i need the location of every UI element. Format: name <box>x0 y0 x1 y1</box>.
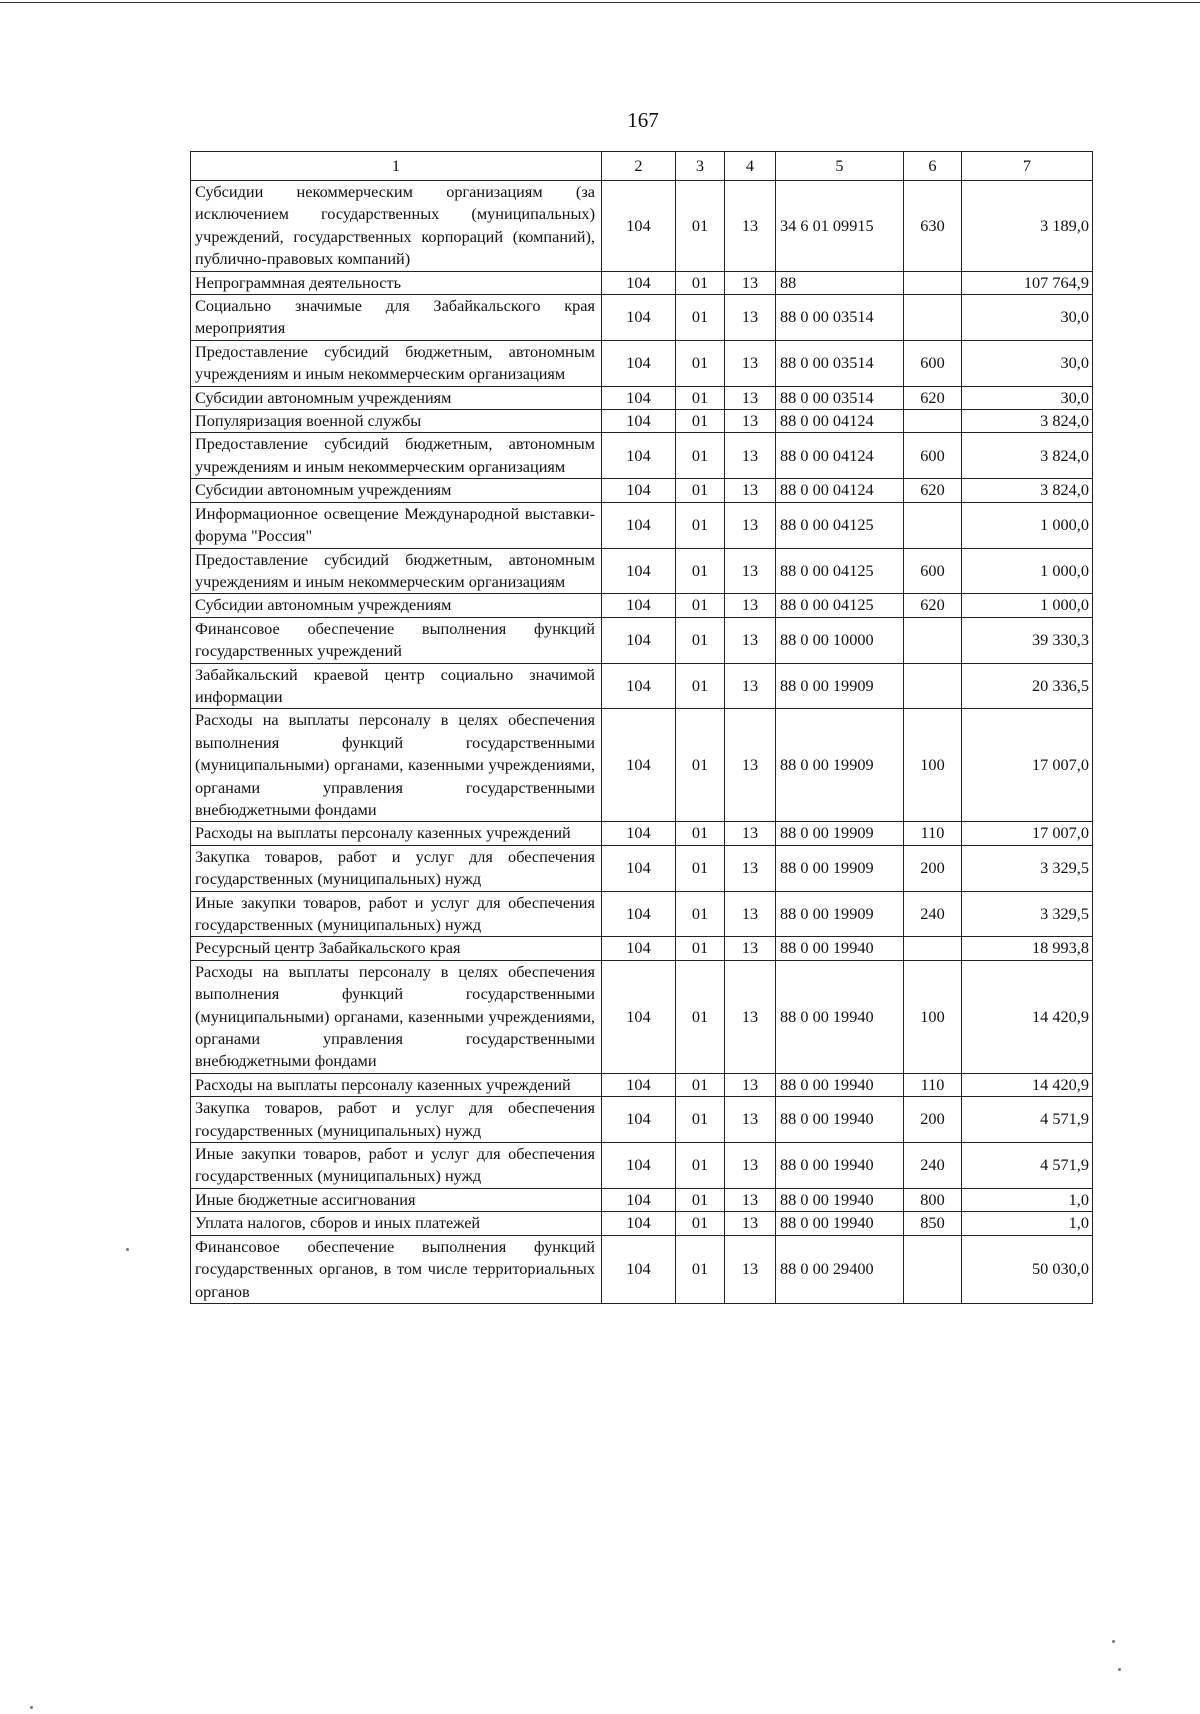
cell-vr: 110 <box>904 1073 962 1096</box>
cell-csr: 88 0 00 19940 <box>776 1073 904 1096</box>
table-row <box>191 433 1093 479</box>
page-number: 167 <box>627 108 659 132</box>
cell-name: Ресурсный центр Забайкальского края <box>191 937 602 960</box>
cell-pr: 13 <box>725 548 776 594</box>
cell-sum: 4 571,9 <box>962 1097 1093 1143</box>
cell-pr: 13 <box>725 709 776 822</box>
cell-gr: 104 <box>602 1073 676 1096</box>
cell-name: Субсидии автономным учреждениям <box>191 386 602 409</box>
cell-rz: 01 <box>676 594 725 617</box>
cell-rz: 01 <box>676 181 725 272</box>
cell-sum: 17 007,0 <box>962 709 1093 822</box>
table-row <box>191 594 1093 617</box>
cell-rz: 01 <box>676 1188 725 1211</box>
table-row <box>191 386 1093 409</box>
cell-pr: 13 <box>725 845 776 891</box>
cell-pr: 13 <box>725 1097 776 1143</box>
cell-csr: 88 0 00 10000 <box>776 617 904 663</box>
table-row <box>191 271 1093 294</box>
cell-gr: 104 <box>602 548 676 594</box>
cell-pr: 13 <box>725 1188 776 1211</box>
table-row <box>191 822 1093 845</box>
cell-name: Забайкальский краевой центр социально значимой информации <box>191 663 602 709</box>
cell-pr: 13 <box>725 1073 776 1096</box>
cell-vr: 200 <box>904 845 962 891</box>
cell-vr: 800 <box>904 1188 962 1211</box>
cell-name: Расходы на выплаты персоналу в целях обеспечения выполнения функций государственными (муниципальными) органами, казенными учреждениями, органами управления государственными внебюджетными фондами <box>191 960 602 1073</box>
cell-rz: 01 <box>676 1212 725 1235</box>
cell-rz: 01 <box>676 410 725 433</box>
scan-speck <box>1112 1640 1115 1643</box>
column-header: 1 <box>191 152 602 181</box>
cell-rz: 01 <box>676 891 725 937</box>
cell-vr <box>904 1235 962 1303</box>
cell-name: Информационное освещение Международной выставки-форума "Россия" <box>191 502 602 548</box>
cell-pr: 13 <box>725 340 776 386</box>
cell-name: Расходы на выплаты персоналу казенных учреждений <box>191 822 602 845</box>
cell-gr: 104 <box>602 709 676 822</box>
cell-rz: 01 <box>676 663 725 709</box>
table-row <box>191 410 1093 433</box>
cell-gr: 104 <box>602 181 676 272</box>
table-header-row <box>191 152 1093 181</box>
cell-csr: 88 0 00 04125 <box>776 594 904 617</box>
cell-sum: 50 030,0 <box>962 1235 1093 1303</box>
cell-name: Закупка товаров, работ и услуг для обеспечения государственных (муниципальных) нужд <box>191 1097 602 1143</box>
table-row <box>191 845 1093 891</box>
cell-vr: 630 <box>904 181 962 272</box>
cell-pr: 13 <box>725 663 776 709</box>
cell-vr <box>904 937 962 960</box>
cell-pr: 13 <box>725 891 776 937</box>
cell-name: Закупка товаров, работ и услуг для обеспечения государственных (муниципальных) нужд <box>191 845 602 891</box>
cell-csr: 88 0 00 19909 <box>776 845 904 891</box>
cell-vr: 600 <box>904 340 962 386</box>
cell-sum: 17 007,0 <box>962 822 1093 845</box>
table-row <box>191 1143 1093 1189</box>
cell-rz: 01 <box>676 617 725 663</box>
cell-gr: 104 <box>602 340 676 386</box>
cell-vr <box>904 617 962 663</box>
cell-pr: 13 <box>725 617 776 663</box>
cell-name: Финансовое обеспечение выполнения функций государственных органов, в том числе территориальных органов <box>191 1235 602 1303</box>
cell-sum: 3 329,5 <box>962 845 1093 891</box>
cell-pr: 13 <box>725 1235 776 1303</box>
cell-csr: 88 0 00 04125 <box>776 502 904 548</box>
column-header: 2 <box>602 152 676 181</box>
cell-csr: 88 0 00 19909 <box>776 822 904 845</box>
cell-vr: 600 <box>904 433 962 479</box>
cell-rz: 01 <box>676 845 725 891</box>
cell-name: Иные закупки товаров, работ и услуг для обеспечения государственных (муниципальных) нужд <box>191 1143 602 1189</box>
table-row <box>191 960 1093 1073</box>
cell-pr: 13 <box>725 433 776 479</box>
cell-name: Социально значимые для Забайкальского края мероприятия <box>191 295 602 341</box>
cell-rz: 01 <box>676 960 725 1073</box>
cell-csr: 88 0 00 29400 <box>776 1235 904 1303</box>
cell-vr: 200 <box>904 1097 962 1143</box>
cell-csr: 88 0 00 04125 <box>776 548 904 594</box>
cell-csr: 88 0 00 04124 <box>776 433 904 479</box>
cell-rz: 01 <box>676 479 725 502</box>
cell-rz: 01 <box>676 1235 725 1303</box>
cell-csr: 88 0 00 04124 <box>776 479 904 502</box>
cell-vr: 600 <box>904 548 962 594</box>
cell-name: Популяризация военной службы <box>191 410 602 433</box>
cell-gr: 104 <box>602 1212 676 1235</box>
scan-speck <box>126 1248 129 1251</box>
cell-gr: 104 <box>602 271 676 294</box>
cell-gr: 104 <box>602 1143 676 1189</box>
cell-vr: 240 <box>904 1143 962 1189</box>
scan-speck <box>1118 1668 1121 1671</box>
cell-sum: 18 993,8 <box>962 937 1093 960</box>
cell-csr: 88 0 00 19940 <box>776 960 904 1073</box>
cell-gr: 104 <box>602 502 676 548</box>
table-row <box>191 1097 1093 1143</box>
cell-gr: 104 <box>602 1097 676 1143</box>
cell-pr: 13 <box>725 181 776 272</box>
cell-pr: 13 <box>725 1143 776 1189</box>
cell-sum: 3 824,0 <box>962 410 1093 433</box>
cell-csr: 88 0 00 19909 <box>776 663 904 709</box>
cell-gr: 104 <box>602 891 676 937</box>
cell-sum: 1,0 <box>962 1188 1093 1211</box>
cell-csr: 88 0 00 19909 <box>776 891 904 937</box>
cell-rz: 01 <box>676 1097 725 1143</box>
cell-pr: 13 <box>725 502 776 548</box>
cell-name: Финансовое обеспечение выполнения функций государственных учреждений <box>191 617 602 663</box>
cell-name: Расходы на выплаты персоналу в целях обеспечения выполнения функций государственными (муниципальными) органами, казенными учреждениями, органами управления государственными внебюджетными фондами <box>191 709 602 822</box>
table-row <box>191 548 1093 594</box>
table-row <box>191 709 1093 822</box>
cell-sum: 20 336,5 <box>962 663 1093 709</box>
cell-gr: 104 <box>602 822 676 845</box>
cell-gr: 104 <box>602 410 676 433</box>
cell-name: Иные бюджетные ассигнования <box>191 1188 602 1211</box>
scan-speck <box>30 1706 33 1709</box>
cell-name: Расходы на выплаты персоналу казенных учреждений <box>191 1073 602 1096</box>
cell-csr: 88 0 00 19940 <box>776 1097 904 1143</box>
cell-pr: 13 <box>725 271 776 294</box>
cell-gr: 104 <box>602 594 676 617</box>
cell-pr: 13 <box>725 386 776 409</box>
column-header: 3 <box>676 152 725 181</box>
cell-pr: 13 <box>725 410 776 433</box>
cell-gr: 104 <box>602 386 676 409</box>
cell-csr: 34 6 01 09915 <box>776 181 904 272</box>
cell-csr: 88 0 00 03514 <box>776 386 904 409</box>
cell-pr: 13 <box>725 295 776 341</box>
cell-csr: 88 0 00 03514 <box>776 295 904 341</box>
column-header: 4 <box>725 152 776 181</box>
table-row <box>191 617 1093 663</box>
cell-vr: 620 <box>904 594 962 617</box>
cell-name: Непрограммная деятельность <box>191 271 602 294</box>
cell-rz: 01 <box>676 937 725 960</box>
cell-sum: 3 329,5 <box>962 891 1093 937</box>
cell-pr: 13 <box>725 594 776 617</box>
cell-rz: 01 <box>676 271 725 294</box>
cell-vr: 100 <box>904 709 962 822</box>
cell-pr: 13 <box>725 822 776 845</box>
cell-name: Субсидии автономным учреждениям <box>191 594 602 617</box>
cell-pr: 13 <box>725 1212 776 1235</box>
cell-rz: 01 <box>676 386 725 409</box>
cell-pr: 13 <box>725 960 776 1073</box>
table-row <box>191 502 1093 548</box>
cell-sum: 4 571,9 <box>962 1143 1093 1189</box>
cell-name: Субсидии некоммерческим организациям (за исключением государственных (муниципальных) учреждений, государственных корпораций (компаний), публично-правовых компаний) <box>191 181 602 272</box>
table-row <box>191 1188 1093 1211</box>
column-header: 5 <box>776 152 904 181</box>
cell-rz: 01 <box>676 548 725 594</box>
column-header: 7 <box>962 152 1093 181</box>
cell-sum: 1 000,0 <box>962 594 1093 617</box>
cell-csr: 88 0 00 04124 <box>776 410 904 433</box>
cell-sum: 3 189,0 <box>962 181 1093 272</box>
cell-gr: 104 <box>602 295 676 341</box>
table-row <box>191 1073 1093 1096</box>
cell-sum: 107 764,9 <box>962 271 1093 294</box>
cell-gr: 104 <box>602 1235 676 1303</box>
cell-rz: 01 <box>676 502 725 548</box>
cell-name: Предоставление субсидий бюджетным, автономным учреждениям и иным некоммерческим организациям <box>191 548 602 594</box>
cell-gr: 104 <box>602 937 676 960</box>
cell-rz: 01 <box>676 295 725 341</box>
cell-sum: 3 824,0 <box>962 433 1093 479</box>
cell-vr <box>904 663 962 709</box>
cell-vr: 620 <box>904 386 962 409</box>
cell-csr: 88 0 00 19940 <box>776 1212 904 1235</box>
cell-vr: 110 <box>904 822 962 845</box>
cell-vr: 850 <box>904 1212 962 1235</box>
cell-sum: 1 000,0 <box>962 502 1093 548</box>
cell-vr <box>904 410 962 433</box>
cell-vr <box>904 271 962 294</box>
cell-gr: 104 <box>602 433 676 479</box>
cell-rz: 01 <box>676 340 725 386</box>
cell-csr: 88 0 00 19940 <box>776 1143 904 1189</box>
cell-rz: 01 <box>676 822 725 845</box>
cell-csr: 88 0 00 19940 <box>776 1188 904 1211</box>
budget-table <box>190 151 1093 1304</box>
cell-vr <box>904 295 962 341</box>
cell-csr: 88 0 00 03514 <box>776 340 904 386</box>
table-row <box>191 479 1093 502</box>
cell-pr: 13 <box>725 937 776 960</box>
cell-sum: 30,0 <box>962 295 1093 341</box>
cell-vr <box>904 502 962 548</box>
cell-sum: 14 420,9 <box>962 1073 1093 1096</box>
cell-sum: 1 000,0 <box>962 548 1093 594</box>
table-row <box>191 891 1093 937</box>
cell-sum: 39 330,3 <box>962 617 1093 663</box>
table-row <box>191 340 1093 386</box>
cell-name: Уплата налогов, сборов и иных платежей <box>191 1212 602 1235</box>
cell-gr: 104 <box>602 617 676 663</box>
cell-gr: 104 <box>602 960 676 1073</box>
cell-gr: 104 <box>602 845 676 891</box>
cell-pr: 13 <box>725 479 776 502</box>
cell-csr: 88 <box>776 271 904 294</box>
cell-sum: 14 420,9 <box>962 960 1093 1073</box>
cell-name: Предоставление субсидий бюджетным, автономным учреждениям и иным некоммерческим организациям <box>191 340 602 386</box>
cell-vr: 100 <box>904 960 962 1073</box>
cell-gr: 104 <box>602 663 676 709</box>
cell-sum: 30,0 <box>962 340 1093 386</box>
cell-name: Иные закупки товаров, работ и услуг для обеспечения государственных (муниципальных) нужд <box>191 891 602 937</box>
table-row <box>191 937 1093 960</box>
table-row <box>191 663 1093 709</box>
cell-gr: 104 <box>602 1188 676 1211</box>
table-row <box>191 1212 1093 1235</box>
cell-sum: 30,0 <box>962 386 1093 409</box>
cell-gr: 104 <box>602 479 676 502</box>
cell-csr: 88 0 00 19940 <box>776 937 904 960</box>
cell-rz: 01 <box>676 1143 725 1189</box>
cell-vr: 620 <box>904 479 962 502</box>
cell-name: Предоставление субсидий бюджетным, автономным учреждениям и иным некоммерческим организациям <box>191 433 602 479</box>
cell-rz: 01 <box>676 433 725 479</box>
table-row <box>191 181 1093 272</box>
table-row <box>191 1235 1093 1303</box>
top-border-line <box>0 2 1200 3</box>
cell-name: Субсидии автономным учреждениям <box>191 479 602 502</box>
cell-rz: 01 <box>676 709 725 822</box>
cell-rz: 01 <box>676 1073 725 1096</box>
cell-sum: 3 824,0 <box>962 479 1093 502</box>
table-row <box>191 295 1093 341</box>
cell-sum: 1,0 <box>962 1212 1093 1235</box>
cell-vr: 240 <box>904 891 962 937</box>
cell-csr: 88 0 00 19909 <box>776 709 904 822</box>
column-header: 6 <box>904 152 962 181</box>
